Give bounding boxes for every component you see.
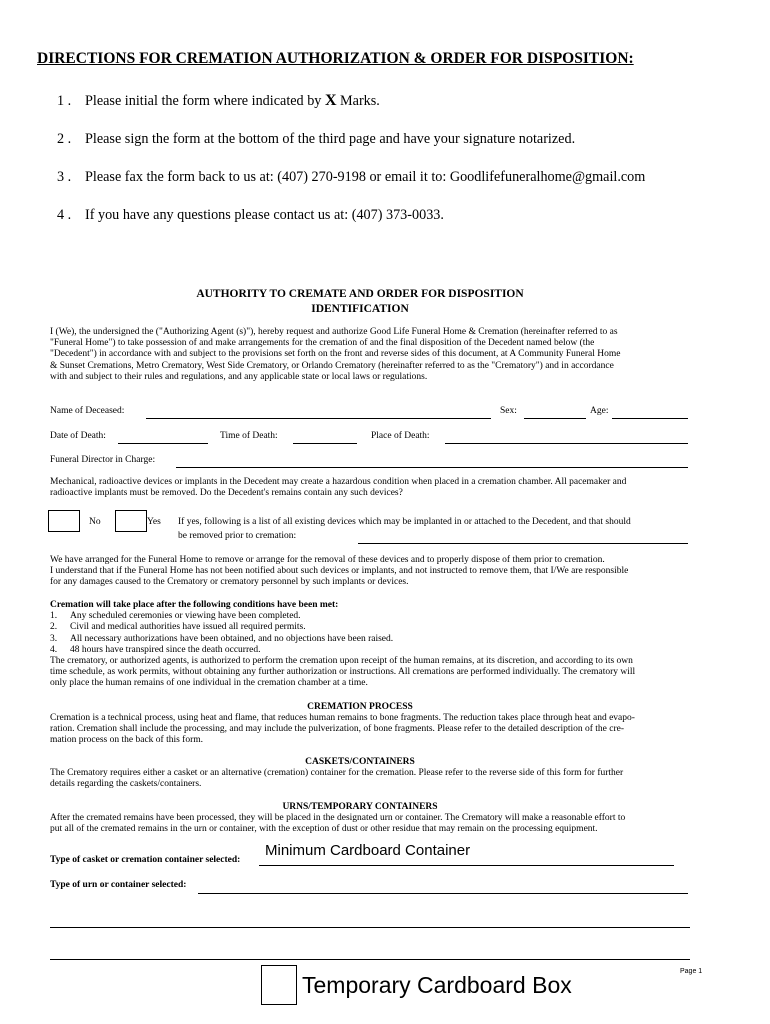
yes-label: Yes <box>147 517 161 527</box>
yes-instructions-2: be removed prior to cremation: <box>178 531 297 541</box>
arranged-text: We have arranged for the Funeral Home to remove or arrange for the removal of these devices and to properly dispose of them prior to cremation. I understand that if the Funeral Home has not been notified about such devices or implants, and not instructed to remove them, that I/We are responsible for any damages caused to the Crematory or crematory personnel by such implants or devices. <box>50 555 629 588</box>
no-checkbox[interactable] <box>48 510 80 532</box>
yes-instructions: If yes, following is a list of all existing devices which may be implanted in or attached to the Decedent, and that should <box>178 517 631 527</box>
process-text: Cremation is a technical process, using heat and flame, that reduces human remains to bone fragments. The reduction takes place through heat and evapo- ration. Cremation shall include the processing, and may include the pulverization, of bone fragments. Please refer to the detailed description of the cre- mation process on the back of this form. <box>50 713 635 746</box>
place-of-death-label: Place of Death: <box>371 431 430 441</box>
blank-line-1[interactable] <box>50 927 690 928</box>
x-mark: X <box>324 92 337 109</box>
condition-item: 3. All necessary authorizations have been obtained, and no objections have been raised. <box>50 633 394 644</box>
name-label: Name of Deceased: <box>50 406 125 416</box>
caskets-title: CASKETS/CONTAINERS <box>305 757 415 767</box>
direction-3: 3 . Please fax the form back to us at: (407) 270-9198 or email it to: Goodlifefuneralhome@gmail.com <box>57 169 646 185</box>
funeral-director-field[interactable] <box>176 467 688 468</box>
direction-4: 4 . If you have any questions please contact us at: (407) 373-0033. <box>57 207 444 223</box>
conditions: Cremation will take place after the following conditions have been met: 1. Any scheduled ceremonies or viewing have been completed. 2. Civil and medical authorities have issued all required permits. 3. All necessary authorizations have been obtained, and no objections have been raised. 4. 48 hours have transpired since the death occurred. The crematory, or authorized agents, is authorized to perform the cremation upon receipt of the human remains, at its discretion, and according to its own time schedule, as work permits, without obtaining any further authorization or instructions. All cremations are performed individually. The crematory will only place the human remains of one individual in the cremation chamber at a time. <box>50 600 720 690</box>
page-title: DIRECTIONS FOR CREMATION AUTHORIZATION & ORDER FOR DISPOSITION: <box>37 50 634 67</box>
page-number: Page 1 <box>680 968 703 975</box>
authority-intro: I (We), the undersigned the ("Authorizing Agent (s)"), hereby request and authorize Good Life Funeral Home & Cremation (hereinafter referred to as "Funeral Home") to take possession of and make arrangements for the cremation of and the final disposition of the Decedent named below (the "Decedent") in accordance with and subject to the provisions set forth on the front and reverse sides of this document, at A Community Funeral Home & Sunset Cremations, Metro Crematory, West Side Crematory, or Orlando Crematory (hereinafter referred to as the "Crematory") and in accordance with and subject to their rules and regulations, and any applicable state or local laws or regulations. <box>50 327 621 382</box>
identification-subtitle: IDENTIFICATION <box>311 303 409 315</box>
process-title: CREMATION PROCESS <box>307 702 413 712</box>
devices-text: Mechanical, radioactive devices or implants in the Decedent may create a hazardous condition when placed in a cremation chamber. All pacemaker and radioactive implants must be removed. Do the Decedent's remains contain any such devices? <box>50 477 627 499</box>
authority-title: AUTHORITY TO CREMATE AND ORDER FOR DISPOSITION <box>196 288 524 300</box>
funeral-director-label: Funeral Director in Charge: <box>50 455 156 465</box>
direction-2: 2 . Please sign the form at the bottom of the third page and have your signature notarized. <box>57 131 576 147</box>
condition-item: 1. Any scheduled ceremonies or viewing have been completed. <box>50 611 301 622</box>
urn-selected-label: Type of urn or container selected: <box>50 880 187 890</box>
direction-1: 1 . Please initial the form where indicated by X Marks. <box>57 92 380 109</box>
yes-checkbox[interactable] <box>115 510 147 532</box>
place-of-death-field[interactable] <box>445 443 688 444</box>
blank-line-2[interactable] <box>50 959 690 960</box>
sex-label: Sex: <box>500 406 517 416</box>
age-field[interactable] <box>612 418 688 419</box>
urn-selected-line[interactable] <box>198 893 688 894</box>
caskets-text: The Crematory requires either a casket or an alternative (cremation) container for the cremation. Please refer to the reverse side of this form for further details regarding the caskets/containers. <box>50 768 624 790</box>
no-label: No <box>89 517 101 527</box>
casket-selected-label: Type of casket or cremation container selected: <box>50 855 241 865</box>
devices-list-field[interactable] <box>358 543 688 544</box>
urn-selected-value[interactable]: Temporary Cardboard Box <box>302 972 572 998</box>
date-of-death-field[interactable] <box>118 443 208 444</box>
age-label: Age: <box>590 406 609 416</box>
urn-checkbox[interactable] <box>261 965 297 1005</box>
casket-selected-line <box>259 865 674 866</box>
date-of-death-label: Date of Death: <box>50 431 106 441</box>
time-of-death-label: Time of Death: <box>220 431 278 441</box>
conditions-title: Cremation will take place after the following conditions have been met: <box>50 600 339 610</box>
condition-item: 2. Civil and medical authorities have issued all required permits. <box>50 622 306 633</box>
name-field[interactable] <box>146 418 491 419</box>
urns-title: URNS/TEMPORARY CONTAINERS <box>282 802 438 812</box>
condition-item: 4. 48 hours have transpired since the death occurred. <box>50 644 261 655</box>
sex-field[interactable] <box>524 418 586 419</box>
casket-selected-value[interactable]: Minimum Cardboard Container <box>265 842 471 859</box>
time-of-death-field[interactable] <box>293 443 357 444</box>
urns-text: After the cremated remains have been processed, they will be placed in the designated urn or container. The Crematory will make a reasonable effort to put all of the cremated remains in the urn or container, with the exception of dust or other residue that may remain on the processing equipment. <box>50 813 626 835</box>
